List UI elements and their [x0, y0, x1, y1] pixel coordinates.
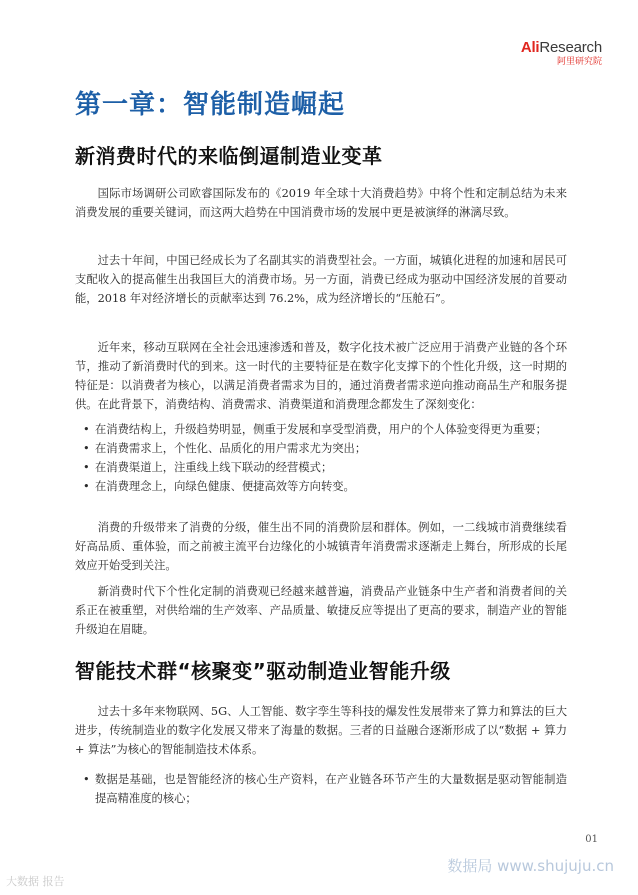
- watermark-right: 数据局 www.shujuju.cn: [447, 857, 614, 875]
- section-heading-new-consumption: 新消费时代的来临倒逼制造业变革: [75, 144, 383, 168]
- paragraph-4: 消费的升级带来了消费的分级，催生出不同的消费阶层和群体。例如，一二线城市消费继续看好高品质、重体验，而之前被主流平台边缘化的小城镇青年消费需求逐渐走上舞台，所形成的长尾效应开始受到关注。: [75, 521, 567, 572]
- bullet-icon: •: [83, 773, 90, 786]
- list-item: [75, 420, 567, 439]
- logo-research-text: Research: [539, 39, 602, 56]
- logo-subtitle: 阿里研究院: [556, 57, 602, 67]
- watermark-left: 大数据 报告: [6, 875, 65, 888]
- paragraph-2: 过去十年间，中国已经成长为了名副其实的消费型社会。一方面，城镇化进程的加速和居民可支配收入的提高催生出我国巨大的消费市场。另一方面，消费已经成为驱动中国经济发展的首要动能，2018 年对经济增长的贡献率达到 76.2%，成为经济增长的“压舱石”。: [75, 254, 567, 305]
- list-item-text: 在消费需求上，个性化、品质化的用户需求尤为突出；: [95, 442, 367, 455]
- section-heading-tech-fusion: 智能技术群“核聚变”驱动制造业智能升级: [75, 659, 451, 683]
- aliresearch-logo: [521, 40, 602, 68]
- bullet-icon: •: [83, 423, 90, 436]
- logo-wordmark: [521, 40, 602, 56]
- paragraph-6: 过去十多年来物联网、5G、人工智能、数字孪生等科技的爆发性发展带来了算力和算法的巨大进步，传统制造业的数字化发展又带来了海量的数据。三者的日益融合逐渐形成了以“数据 + 算力 + 算法”为核心的智能制造技术体系。: [75, 705, 567, 756]
- list-item: [75, 770, 567, 808]
- bullet-icon: •: [83, 480, 90, 493]
- consumption-change-list: [75, 420, 567, 496]
- paragraph-3: 近年来，移动互联网在全社会迅速渗透和普及，数字化技术被广泛应用于消费产业链的各个环节，推动了新消费时代的到来。这一时代的主要特征是在数字化支撑下的个性化升级，这一时期的特征是：以消费者为核心，以满足消费者需求为目的，通过消费者需求逆向推动商品生产和服务提供。在此背景下，消费结构、消费需求、消费渠道和消费理念都发生了深刻变化：: [75, 341, 567, 411]
- paragraph-5: 新消费时代下个性化定制的消费观已经越来越普遍，消费品产业链条中生产者和消费者间的关系正在被重塑，对供给端的生产效率、产品质量、敏捷反应等提出了更高的要求，制造产业的智能升级迫在眉睫。: [75, 585, 567, 636]
- tech-elements-list: [75, 770, 567, 808]
- list-item: [75, 477, 567, 496]
- page-number: 01: [585, 834, 598, 845]
- list-item-text: 数据是基础，也是智能经济的核心生产资料，在产业链各环节产生的大量数据是驱动智能制造提高精准度的核心；: [95, 773, 567, 805]
- chapter-title: 第一章：智能制造崛起: [75, 90, 346, 120]
- logo-ali-text: Ali: [520, 39, 540, 56]
- list-item-text: 在消费理念上，向绿色健康、便捷高效等方向转变。: [95, 480, 355, 493]
- bullet-icon: •: [83, 442, 90, 455]
- list-item: [75, 458, 567, 477]
- paragraph-1: 国际市场调研公司欧睿国际发布的《2019 年全球十大消费趋势》中将个性和定制总结为未来消费发展的重要关键词，而这两大趋势在中国消费市场的发展中更是被演绎的淋漓尽致。: [75, 187, 567, 219]
- list-item: [75, 439, 567, 458]
- list-item-text: 在消费结构上，升级趋势明显，侧重于发展和享受型消费，用户的个人体验变得更为重要；: [95, 423, 547, 436]
- list-item-text: 在消费渠道上，注重线上线下联动的经营模式；: [95, 461, 333, 474]
- bullet-icon: •: [83, 461, 90, 474]
